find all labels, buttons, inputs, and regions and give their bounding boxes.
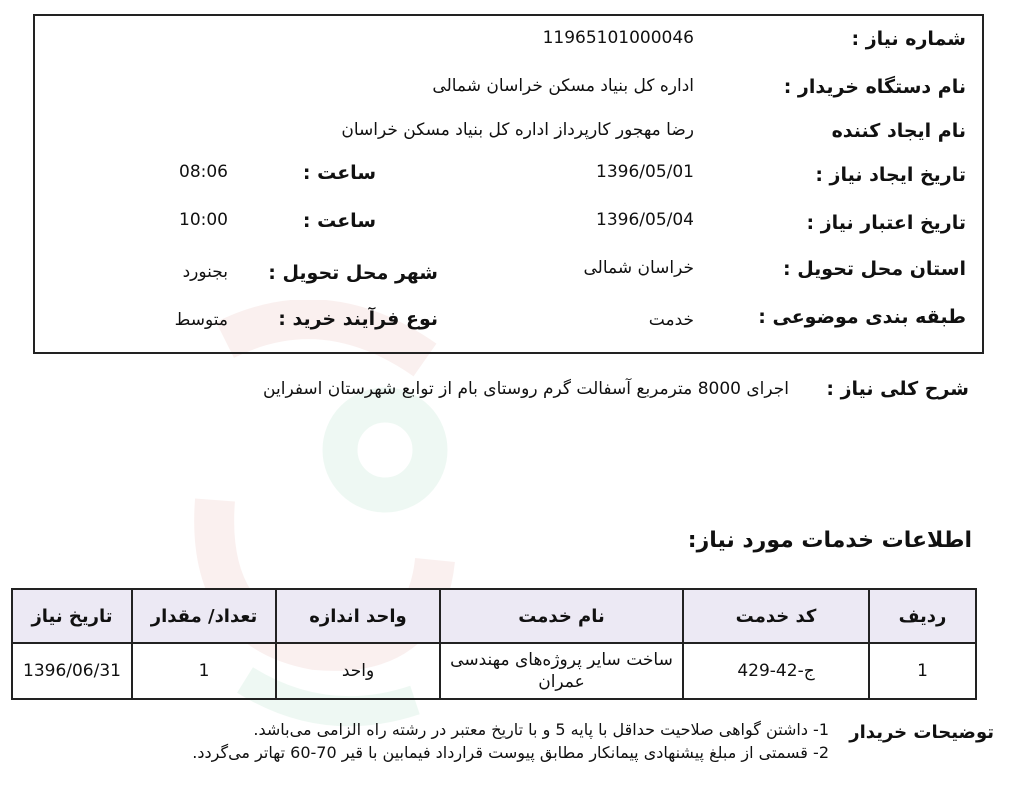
- process: متوسط: [174, 310, 228, 330]
- buyer-org-label: نام دستگاه خریدار :: [783, 76, 966, 98]
- created-time-label: ساعت :: [302, 162, 376, 184]
- column-header-quantity: تعداد/ مقدار: [132, 589, 276, 643]
- services-section-title: اطلاعات خدمات مورد نیاز:: [687, 528, 972, 553]
- cell-service-code: ج-42-429: [683, 643, 869, 699]
- category: خدمت: [648, 310, 694, 330]
- buyer-notes: [69, 718, 829, 764]
- buyer-note-line-1: 1- داشتن گواهی صلاحیت حداقل با پایه 5 و با تاریخ معتبر در رشته راه الزامی می‌باشد.: [253, 720, 829, 739]
- valid-time: 10:00: [179, 210, 228, 230]
- category-label: طبقه بندی موضوعی :: [758, 306, 966, 328]
- column-header-service-name: نام خدمت: [440, 589, 683, 643]
- services-table: [11, 588, 977, 700]
- description-label: شرح کلی نیاز :: [826, 378, 969, 400]
- description-text: اجرای 8000 مترمربع آسفالت گرم روستای بام از توابع شهرستان اسفراین: [263, 379, 789, 399]
- process-label: نوع فرآیند خرید :: [278, 308, 438, 330]
- buyer-note-line-2: 2- قسمتی از مبلغ پیشنهادی پیمانکار مطابق پیوست قرارداد فیمابین با قیر 70-60 تهاتر می‌گردد.: [192, 743, 829, 762]
- need-number: 11965101000046: [542, 28, 694, 48]
- table-row: [12, 643, 976, 699]
- city: بجنورد: [182, 262, 228, 282]
- need-info-box: [33, 14, 984, 354]
- creator: رضا مهجور کارپرداز اداره کل بنیاد مسکن خراسان: [341, 120, 694, 140]
- cell-unit: واحد: [276, 643, 440, 699]
- created-date: 1396/05/01: [596, 162, 694, 182]
- need-number-label: شماره نیاز :: [851, 28, 966, 50]
- province-label: استان محل تحویل :: [783, 258, 966, 280]
- cell-need-date: 1396/06/31: [12, 643, 132, 699]
- creator-label: نام ایجاد کننده: [831, 120, 966, 142]
- valid-time-label: ساعت :: [302, 210, 376, 232]
- buyer-org: اداره کل بنیاد مسکن خراسان شمالی: [432, 76, 694, 96]
- created-date-label: تاریخ ایجاد نیاز :: [815, 164, 966, 186]
- valid-date-label: تاریخ اعتبار نیاز :: [806, 212, 966, 234]
- buyer-notes-label: توضیحات خریدار: [849, 722, 994, 743]
- cell-quantity: 1: [132, 643, 276, 699]
- valid-date: 1396/05/04: [596, 210, 694, 230]
- column-header-row-number: ردیف: [869, 589, 976, 643]
- created-time: 08:06: [179, 162, 228, 182]
- province: خراسان شمالی: [583, 258, 694, 278]
- column-header-service-code: کد خدمت: [683, 589, 869, 643]
- city-label: شهر محل تحویل :: [268, 262, 438, 284]
- column-header-unit: واحد اندازه: [276, 589, 440, 643]
- column-header-need-date: تاریخ نیاز: [12, 589, 132, 643]
- table-header-row: [12, 589, 976, 643]
- cell-row-number: 1: [869, 643, 976, 699]
- cell-service-name: ساخت سایر پروژه‌های مهندسی عمران: [440, 643, 683, 699]
